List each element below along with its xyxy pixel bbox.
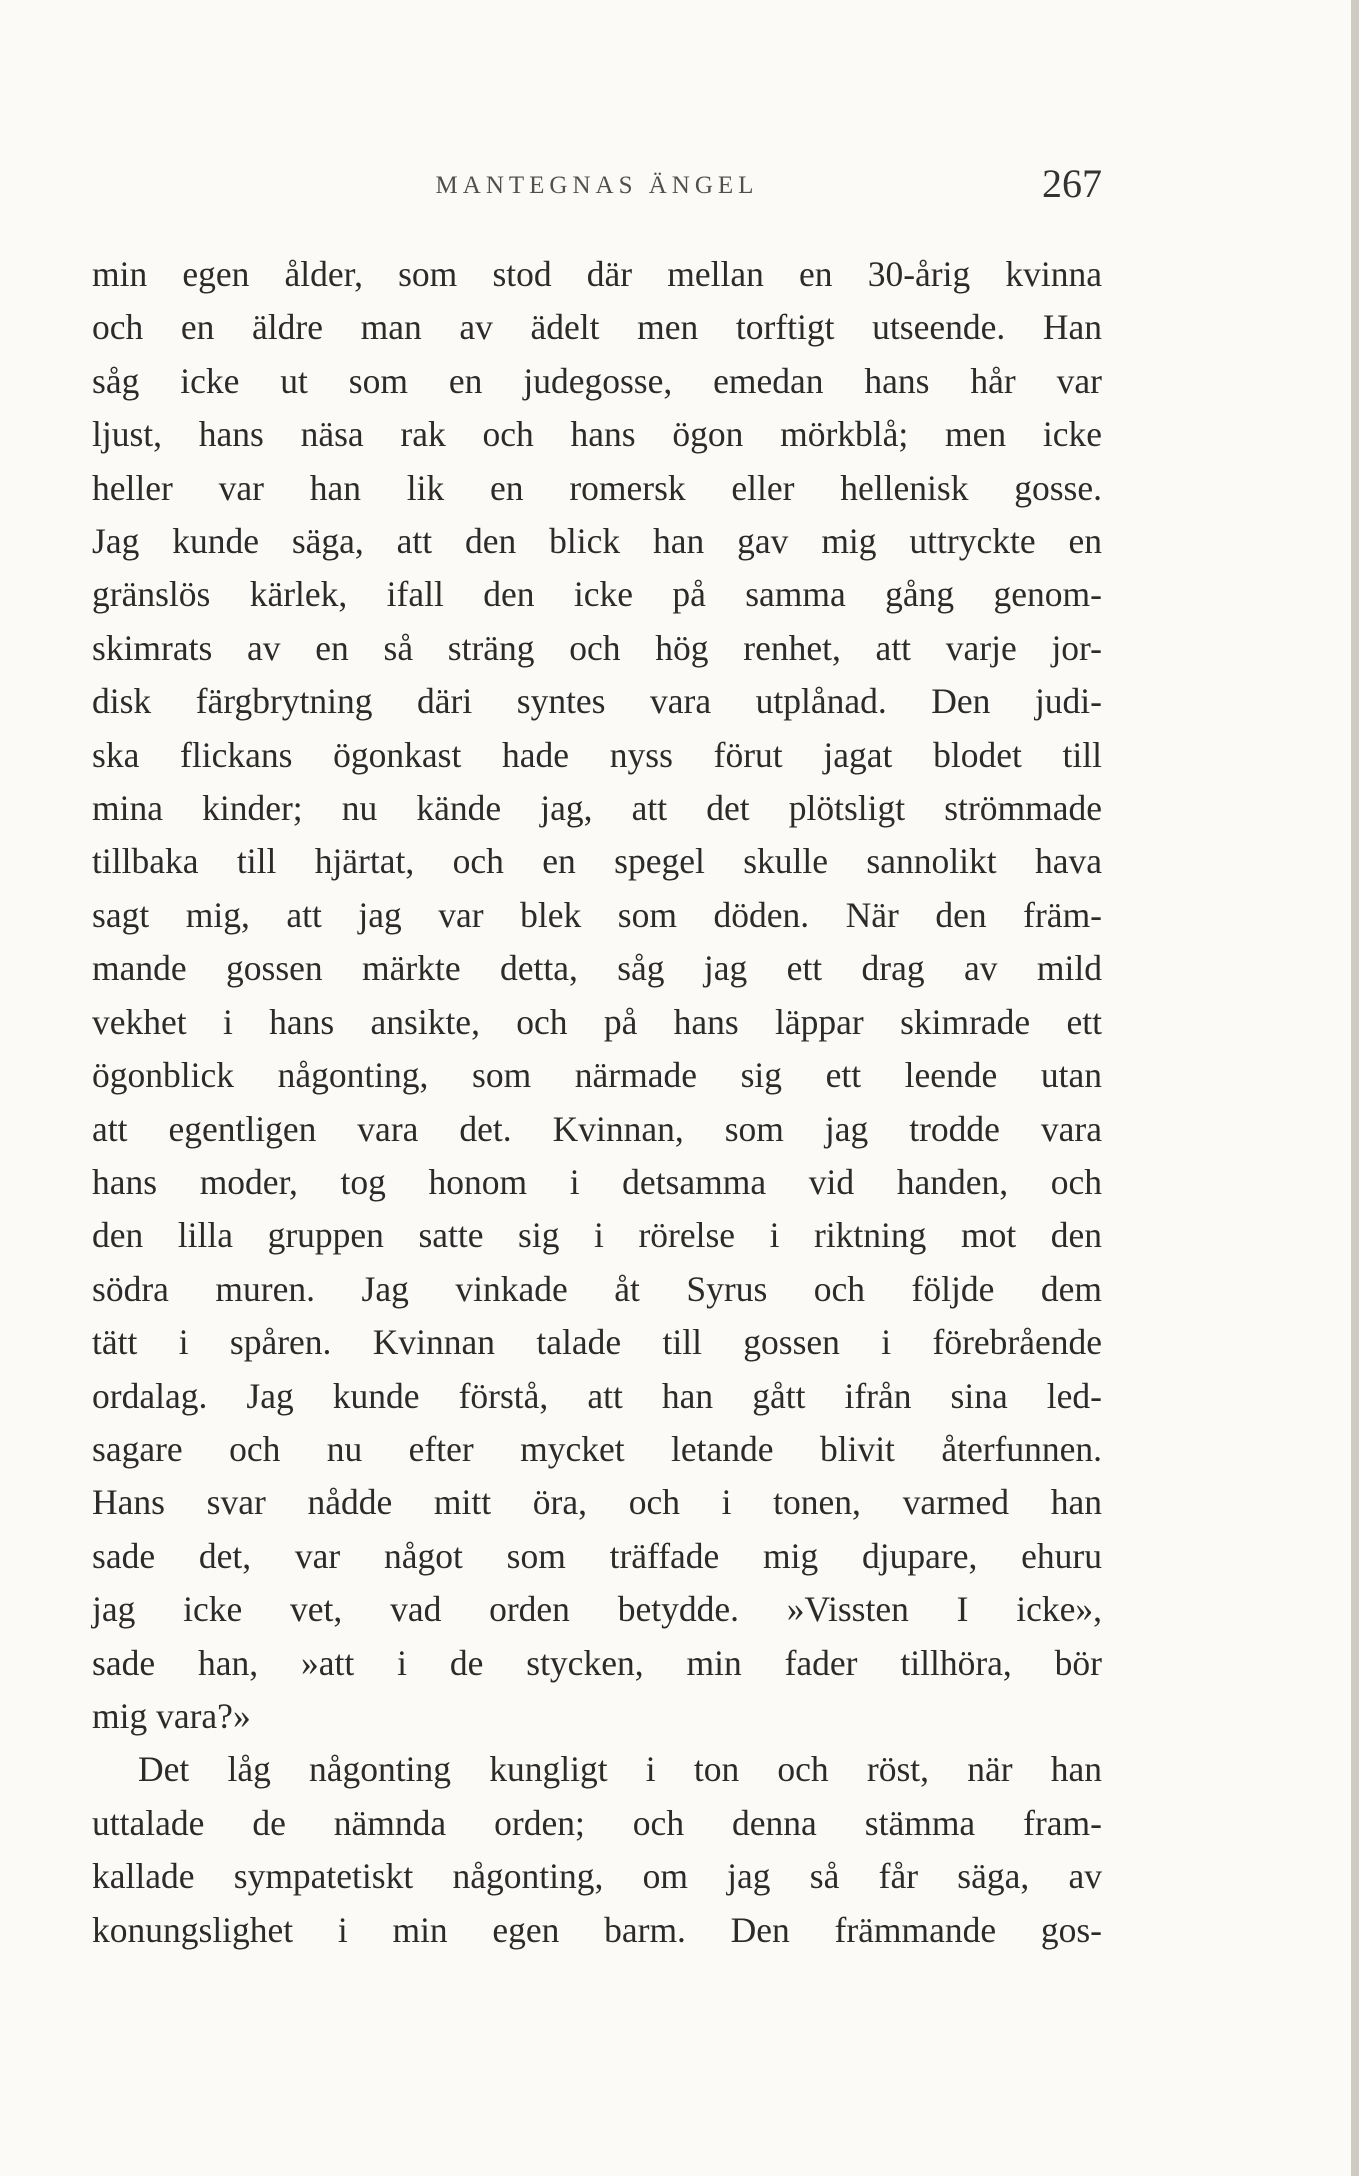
text-line: konungslighet i min egen barm. Den främmande gos- xyxy=(92,1909,1102,1950)
text-line: disk färgbrytning däri syntes vara utplånad. Den judi- xyxy=(92,681,1102,722)
text-line: sade han, »att i de stycken, min fader tillhöra, bör xyxy=(92,1642,1102,1683)
text-line: mig vara?» xyxy=(92,1695,251,1736)
text-line: ska flickans ögonkast hade nyss förut jagat blodet till xyxy=(92,734,1102,775)
text-line: Hans svar nådde mitt öra, och i tonen, varmed han xyxy=(92,1482,1102,1523)
text-line: ljust, hans näsa rak och hans ögon mörkblå; men icke xyxy=(92,414,1102,455)
text-line: heller var han lik en romersk eller hellenisk gosse. xyxy=(92,467,1102,508)
text-line: hans moder, tog honom i detsamma vid handen, och xyxy=(92,1161,1102,1202)
text-line: sagt mig, att jag var blek som döden. När den främ- xyxy=(92,894,1102,935)
page-number: 267 xyxy=(1042,161,1102,206)
text-line: sade det, var något som träffade mig djupare, ehuru xyxy=(92,1535,1102,1576)
running-title: MANTEGNAS ÄNGEL xyxy=(435,172,759,199)
text-line: jag icke vet, vad orden betydde. »Vissten I icke», xyxy=(92,1589,1102,1630)
text-line: uttalade de nämnda orden; och denna stämma fram- xyxy=(92,1802,1102,1843)
text-line: vekhet i hans ansikte, och på hans läppar skimrade ett xyxy=(92,1001,1102,1042)
text-line: såg icke ut som en judegosse, emedan hans hår var xyxy=(92,360,1102,401)
text-line: skimrats av en så sträng och hög renhet, att varje jor- xyxy=(92,627,1102,668)
paragraph-first-line: Det låg någonting kungligt i ton och röst, när han xyxy=(138,1749,1102,1790)
page-edge xyxy=(1351,0,1359,2176)
text-line: och en äldre man av ädelt men torftigt utseende. Han xyxy=(92,307,1102,348)
text-line: Jag kunde säga, att den blick han gav mig uttryckte en xyxy=(92,521,1102,562)
text-line: gränslös kärlek, ifall den icke på samma gång genom- xyxy=(92,574,1102,615)
text-line: mande gossen märkte detta, såg jag ett drag av mild xyxy=(92,948,1102,989)
text-line: tillbaka till hjärtat, och en spegel skulle sannolikt hava xyxy=(92,841,1102,882)
body-text xyxy=(92,248,1102,1957)
text-line: ordalag. Jag kunde förstå, att han gått ifrån sina led- xyxy=(92,1375,1102,1416)
text-line: kallade sympatetiskt någonting, om jag så får säga, av xyxy=(92,1856,1102,1897)
text-line: den lilla gruppen satte sig i rörelse i riktning mot den xyxy=(92,1215,1102,1256)
text-line: min egen ålder, som stod där mellan en 30-årig kvinna xyxy=(92,254,1102,294)
text-line: södra muren. Jag vinkade åt Syrus och följde dem xyxy=(92,1268,1102,1309)
text-line: att egentligen vara det. Kvinnan, som jag trodde vara xyxy=(92,1108,1102,1149)
text-line: tätt i spåren. Kvinnan talade till gossen i förebrående xyxy=(92,1322,1102,1363)
text-line: sagare och nu efter mycket letande blivit återfunnen. xyxy=(92,1428,1102,1469)
page-header xyxy=(92,160,1102,220)
text-line: mina kinder; nu kände jag, att det plötsligt strömmade xyxy=(92,788,1102,829)
text-line: ögonblick någonting, som närmade sig ett leende utan xyxy=(92,1055,1102,1096)
